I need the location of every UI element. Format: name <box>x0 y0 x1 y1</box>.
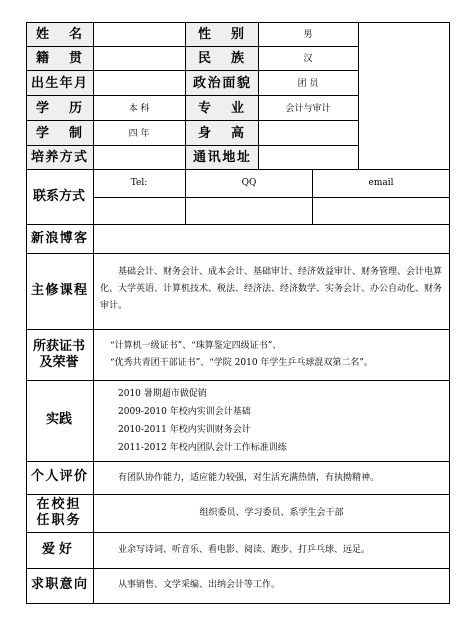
label-job-intent: 求职意向 <box>31 577 87 592</box>
value-duration: 四 年 <box>128 129 150 139</box>
contact-email: email <box>368 178 394 188</box>
label-school-posts: 在校担任职务 <box>36 497 82 528</box>
practice-list <box>118 385 446 457</box>
practice-line-3: 2010-2011 年校内实训财务会计 <box>118 425 251 435</box>
practice-line-1: 2010 暑期超市做促销 <box>118 389 207 399</box>
value-education: 本 科 <box>128 104 150 114</box>
label-ethnicity: 民 族 <box>198 51 244 66</box>
label-contact: 联系方式 <box>32 189 85 204</box>
label-weibo: 新浪博客 <box>31 231 87 246</box>
label-birth: 出生年月 <box>31 76 87 91</box>
label-hobbies: 爱好 <box>41 542 76 557</box>
school-posts-text: 组织委员、学习委员、系学生会干部 <box>199 508 344 518</box>
value-major: 会计与审计 <box>285 104 331 114</box>
label-major: 专 业 <box>198 101 244 116</box>
label-name: 姓 名 <box>36 27 82 42</box>
value-ethnicity: 汉 <box>303 54 313 64</box>
value-gender: 男 <box>303 30 313 40</box>
label-hometown: 籍 贯 <box>36 51 82 66</box>
label-certs: 所获证书及荣誉 <box>32 339 85 370</box>
label-height: 身 高 <box>198 126 244 141</box>
label-duration: 学 制 <box>36 126 82 141</box>
self-eval-text: 有团队协作能力，适应能力较强，对生活充满热情，有执拗精神。 <box>118 473 380 483</box>
certs-line-2: “优秀共青团干部证书”、“学院 2010 年学生乒乓球混双第二名”。 <box>110 358 374 368</box>
label-education: 学 历 <box>36 101 82 116</box>
label-practice: 实践 <box>45 412 72 427</box>
certs-text <box>110 338 446 372</box>
label-self-eval: 个人评价 <box>31 469 87 484</box>
contact-tel: Tel: <box>130 178 148 188</box>
label-politics: 政治面貌 <box>193 76 250 91</box>
value-politics: 团 员 <box>297 79 319 89</box>
hobbies-text: 业余写诗词、听音乐、看电影、阅读、跑步、打乒乓球、远足。 <box>118 545 371 555</box>
label-training: 培养方式 <box>31 150 87 165</box>
courses-text: 基础会计、财务会计、成本会计、基础审计、经济效益审计、财务管理、会计电算化、大学英语、计算机技术、税法、经济法、经济数学、实务会计、办公自动化、财务审计。 <box>100 267 443 311</box>
label-gender: 性 别 <box>198 27 244 42</box>
job-intent-text: 从事销售、文学采编、出纳会计等工作。 <box>118 580 281 590</box>
label-address: 通讯地址 <box>193 150 250 165</box>
practice-line-2: 2009-2010 年校内实训会计基础 <box>118 407 251 417</box>
practice-line-4: 2011-2012 年校内团队会计工作标准训练 <box>118 443 287 453</box>
certs-line-1: “计算机一级证书”、“珠算鉴定四级证书”、 <box>110 341 282 351</box>
label-courses: 主修课程 <box>31 283 87 298</box>
contact-qq: QQ <box>241 178 257 188</box>
